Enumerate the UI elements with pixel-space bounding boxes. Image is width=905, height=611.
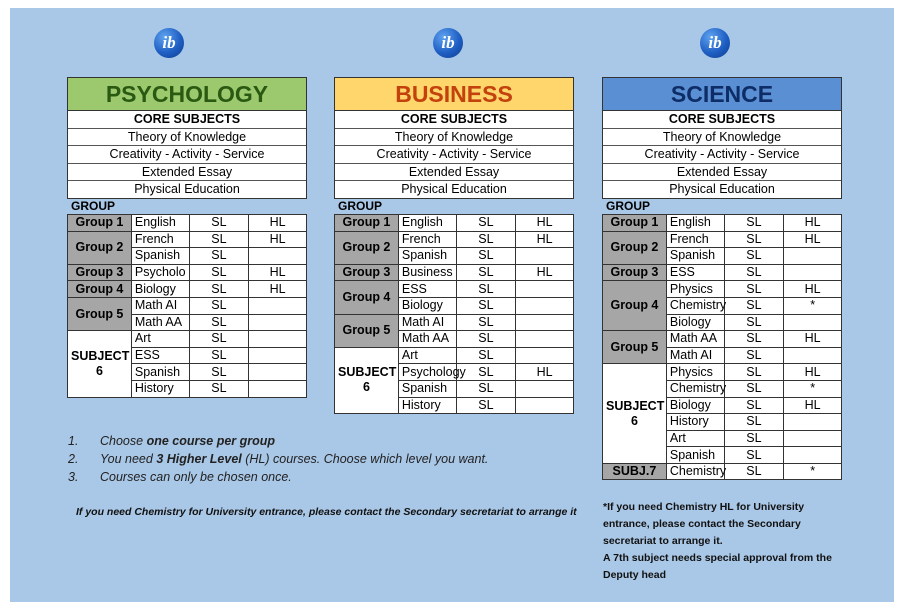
hl-cell	[516, 248, 574, 265]
subject-cell: Psycholo	[131, 264, 189, 281]
hl-cell	[784, 264, 842, 281]
hl-cell	[249, 364, 307, 381]
table-row	[603, 264, 842, 281]
core-item: Physical Education	[669, 182, 775, 197]
core-subjects	[67, 111, 307, 199]
sl-cell: SL	[724, 231, 784, 248]
sl-cell: SL	[189, 380, 249, 397]
sl-cell: SL	[724, 297, 784, 314]
subject-cell: Spanish	[131, 248, 189, 265]
group-cell: Group 4	[68, 281, 132, 298]
sl-cell: SL	[456, 214, 516, 231]
hl-cell	[784, 430, 842, 447]
sl-cell: SL	[724, 248, 784, 265]
sl-cell: SL	[189, 248, 249, 265]
sl-cell: SL	[724, 430, 784, 447]
sl-cell: SL	[456, 264, 516, 281]
core-item: Theory of Knowledge	[335, 129, 573, 147]
hl-cell	[249, 331, 307, 348]
subject-cell: Spanish	[131, 364, 189, 381]
table-row	[335, 264, 574, 281]
hl-cell: HL	[784, 331, 842, 348]
table-row	[335, 281, 574, 298]
sl-cell: SL	[456, 397, 516, 414]
sl-cell: SL	[456, 331, 516, 348]
ib-logo-icon: ib	[433, 28, 463, 58]
core-item: Physical Education	[401, 182, 507, 197]
sl-cell: SL	[724, 447, 784, 464]
group-cell: Group 4	[335, 281, 399, 314]
hl-cell: HL	[249, 231, 307, 248]
subject-cell: Art	[398, 347, 456, 364]
sl-cell: SL	[189, 331, 249, 348]
sl-cell: SL	[724, 347, 784, 364]
sl-cell: SL	[456, 297, 516, 314]
sl-cell: SL	[724, 331, 784, 348]
subject-cell: History	[666, 414, 724, 431]
group-cell: Group 2	[335, 231, 399, 264]
hl-cell	[249, 314, 307, 331]
hl-cell: HL	[249, 214, 307, 231]
subject-cell: Math AA	[666, 331, 724, 348]
subject-6-cell: SUBJECT 6	[603, 364, 667, 464]
table-row	[335, 347, 574, 364]
sl-cell: SL	[724, 380, 784, 397]
sl-cell: SL	[456, 248, 516, 265]
group-cell: Group 1	[68, 214, 132, 231]
subject-cell: Physics	[666, 364, 724, 381]
hl-cell	[784, 248, 842, 265]
group-label: GROUP	[71, 198, 116, 213]
subject-cell: French	[666, 231, 724, 248]
group-cell: Group 3	[603, 264, 667, 281]
core-item: Extended Essay	[335, 164, 573, 182]
table-row	[603, 281, 842, 298]
sl-cell: SL	[724, 314, 784, 331]
business-pathway	[334, 77, 574, 414]
group-label: GROUP	[606, 198, 651, 213]
sl-cell: SL	[456, 231, 516, 248]
table-row	[68, 281, 307, 298]
table-row	[68, 214, 307, 231]
hl-cell: HL	[784, 397, 842, 414]
sl-cell: SL	[189, 231, 249, 248]
subject-cell: History	[131, 380, 189, 397]
hl-cell: HL	[784, 364, 842, 381]
hl-cell	[516, 347, 574, 364]
table-row	[603, 231, 842, 248]
hl-cell: HL	[784, 281, 842, 298]
subject-cell: Chemistry	[666, 297, 724, 314]
core-item: Physical Education	[134, 182, 240, 197]
subject-cell: Math AI	[666, 347, 724, 364]
hl-cell: HL	[516, 264, 574, 281]
ib-logo-icon: ib	[154, 28, 184, 58]
group-cell: Group 4	[603, 281, 667, 331]
instruction-item: 3. Courses can only be chosen once.	[68, 470, 292, 484]
subject-6-cell: SUBJECT 6	[335, 347, 399, 413]
hl-cell: HL	[249, 264, 307, 281]
subject-6-cell: SUBJECT 6	[68, 331, 132, 397]
subject-cell: ESS	[398, 281, 456, 298]
subject-cell: Spanish	[398, 248, 456, 265]
core-header: CORE SUBJECTS	[603, 111, 841, 129]
pathway-title: SCIENCE	[602, 77, 842, 111]
hl-cell	[249, 347, 307, 364]
hl-cell	[516, 297, 574, 314]
subject-cell: Psychology	[398, 364, 456, 381]
subject-cell: English	[666, 214, 724, 231]
sl-cell: SL	[724, 463, 784, 480]
table-row	[603, 364, 842, 381]
hl-cell	[249, 248, 307, 265]
sl-cell: SL	[189, 214, 249, 231]
hl-cell	[784, 447, 842, 464]
hl-cell	[249, 297, 307, 314]
subject-cell: Math AA	[398, 331, 456, 348]
table-row	[603, 463, 842, 480]
sl-cell: SL	[456, 281, 516, 298]
subject-cell: Biology	[666, 397, 724, 414]
subject-table	[334, 214, 574, 414]
sl-cell: SL	[724, 397, 784, 414]
subject-cell: Biology	[666, 314, 724, 331]
sl-cell: SL	[189, 264, 249, 281]
subject-cell: Business	[398, 264, 456, 281]
subject-cell: Math AI	[131, 297, 189, 314]
hl-cell	[784, 314, 842, 331]
hl-cell	[516, 380, 574, 397]
subject-cell: ESS	[666, 264, 724, 281]
sl-cell: SL	[724, 281, 784, 298]
subject-cell: French	[131, 231, 189, 248]
core-subjects	[334, 111, 574, 199]
subject-cell: History	[398, 397, 456, 414]
group-cell: Group 1	[603, 214, 667, 231]
group-cell: Group 5	[603, 331, 667, 364]
core-item: Creativity - Activity - Service	[68, 146, 306, 164]
subject-cell: Spanish	[666, 447, 724, 464]
sl-cell: SL	[724, 214, 784, 231]
subject-cell: English	[131, 214, 189, 231]
sl-cell: SL	[456, 380, 516, 397]
science-pathway	[602, 77, 842, 480]
subject-7-cell: SUBJ.7	[603, 463, 667, 480]
hl-cell	[516, 331, 574, 348]
table-row	[68, 297, 307, 314]
hl-cell	[784, 347, 842, 364]
group-cell: Group 2	[603, 231, 667, 264]
group-cell: Group 5	[335, 314, 399, 347]
ib-logo-icon: ib	[700, 28, 730, 58]
sl-cell: SL	[724, 264, 784, 281]
subject-cell: Art	[131, 331, 189, 348]
sl-cell: SL	[456, 314, 516, 331]
sl-cell: SL	[189, 297, 249, 314]
instruction-item: 1. Choose one course per group	[68, 434, 276, 448]
group-cell: Group 2	[68, 231, 132, 264]
hl-cell: HL	[516, 231, 574, 248]
hl-cell	[249, 380, 307, 397]
group-cell: Group 5	[68, 297, 132, 330]
chemistry-note: If you need Chemistry for University entrance, please contact the Secondary secretariat to arrange it	[76, 506, 577, 518]
sl-cell: SL	[189, 314, 249, 331]
group-cell: Group 3	[68, 264, 132, 281]
hl-cell: HL	[249, 281, 307, 298]
subject-cell: Spanish	[398, 380, 456, 397]
hl-cell: HL	[516, 364, 574, 381]
subject-cell: Chemistry	[666, 463, 724, 480]
pathway-title: BUSINESS	[334, 77, 574, 111]
psychology-pathway	[67, 77, 307, 398]
core-item: Creativity - Activity - Service	[335, 146, 573, 164]
table-row	[335, 314, 574, 331]
subject-cell: Chemistry	[666, 380, 724, 397]
core-item: Extended Essay	[68, 164, 306, 182]
subject-cell: English	[398, 214, 456, 231]
table-row	[603, 331, 842, 348]
table-row	[335, 214, 574, 231]
core-item: Creativity - Activity - Service	[603, 146, 841, 164]
subject-cell: Biology	[398, 297, 456, 314]
sl-cell: SL	[724, 364, 784, 381]
group-cell: Group 3	[335, 264, 399, 281]
subject-cell: Biology	[131, 281, 189, 298]
subject-cell: Spanish	[666, 248, 724, 265]
instructions-list	[68, 432, 488, 486]
subject-table	[602, 214, 842, 481]
hl-cell	[516, 314, 574, 331]
table-row	[335, 231, 574, 248]
instruction-item: 2. You need 3 Higher Level (HL) courses. Choose which level you want.	[68, 452, 489, 466]
table-row	[68, 331, 307, 348]
core-item: Theory of Knowledge	[68, 129, 306, 147]
subject-cell: Math AA	[131, 314, 189, 331]
pathway-title: PSYCHOLOGY	[67, 77, 307, 111]
hl-cell: HL	[784, 214, 842, 231]
hl-cell: HL	[784, 231, 842, 248]
hl-cell	[516, 397, 574, 414]
science-footnote: *If you need Chemistry HL for University entrance, please contact the Secondary secretariat to arrange it. A 7th subject needs special approval from the Deputy head	[603, 501, 832, 581]
hl-cell: *	[784, 297, 842, 314]
sl-cell: SL	[189, 347, 249, 364]
table-row	[603, 214, 842, 231]
subject-table	[67, 214, 307, 398]
subject-cell: ESS	[131, 347, 189, 364]
hl-cell: HL	[516, 214, 574, 231]
hl-cell: *	[784, 463, 842, 480]
sl-cell: SL	[189, 281, 249, 298]
core-header: CORE SUBJECTS	[335, 111, 573, 129]
subject-cell: French	[398, 231, 456, 248]
core-header: CORE SUBJECTS	[68, 111, 306, 129]
core-item: Theory of Knowledge	[603, 129, 841, 147]
core-item: Extended Essay	[603, 164, 841, 182]
group-cell: Group 1	[335, 214, 399, 231]
hl-cell: *	[784, 380, 842, 397]
sl-cell: SL	[456, 347, 516, 364]
subject-cell: Math AI	[398, 314, 456, 331]
table-row	[68, 231, 307, 248]
core-subjects	[602, 111, 842, 199]
subject-cell: Physics	[666, 281, 724, 298]
sl-cell: SL	[456, 364, 516, 381]
sl-cell: SL	[189, 364, 249, 381]
subject-cell: Art	[666, 430, 724, 447]
hl-cell	[784, 414, 842, 431]
table-row	[68, 264, 307, 281]
group-label: GROUP	[338, 198, 383, 213]
hl-cell	[516, 281, 574, 298]
sl-cell: SL	[724, 414, 784, 431]
